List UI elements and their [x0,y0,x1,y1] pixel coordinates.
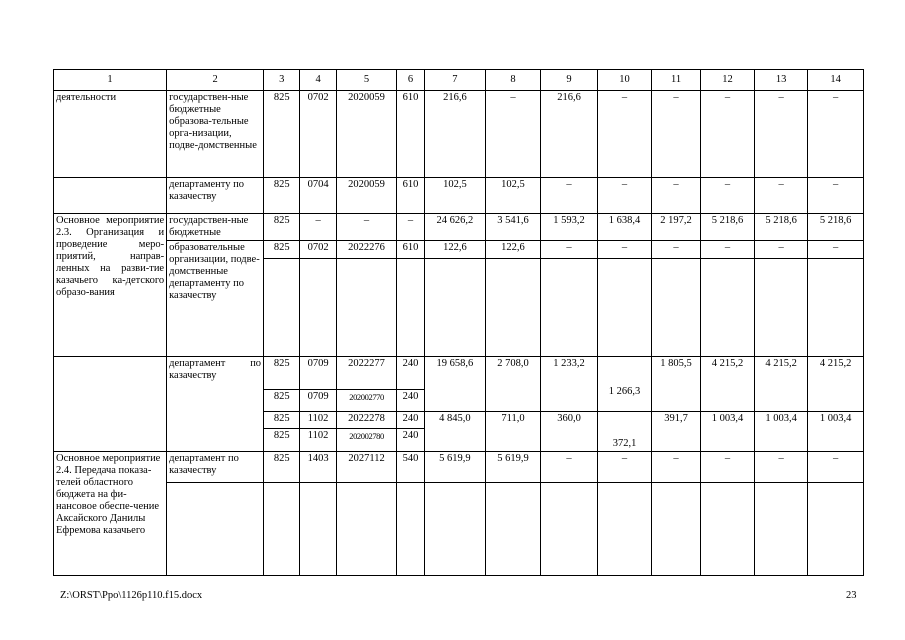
empty-cell [486,482,541,575]
value-cell: – [701,178,755,213]
value-cell: – [598,178,652,213]
section-code: 0709 [300,389,336,411]
empty-cell [167,482,264,575]
value-cell-merged [598,411,652,451]
value-cell: – [540,452,598,482]
table-row [54,452,864,482]
executor-cell: департамент по казачеству [167,357,264,452]
value-cell: – [808,452,864,482]
article-code: 202002770 [336,389,397,411]
empty-cell [808,482,864,575]
value-cell: – [701,452,755,482]
value-cell: 4 845,0 [424,411,486,451]
empty-cell [754,482,808,575]
value-cell: – [701,241,755,259]
table-row [54,213,864,240]
value-cell: – [808,241,864,259]
empty-cell [300,259,336,357]
expense-type-code: 610 [397,178,424,213]
header-cell: 14 [808,70,864,91]
grbs-code: 825 [264,452,300,482]
value-cell: 102,5 [486,178,541,213]
value-cell: – [754,452,808,482]
grbs-code: 825 [264,91,300,178]
empty-cell [424,482,486,575]
expense-type-code: 240 [397,389,424,411]
expense-type-code: 540 [397,452,424,482]
value-cell: 1 233,2 [540,357,598,412]
activity-cell [54,357,167,452]
header-cell: 12 [701,70,755,91]
empty-cell [486,259,541,357]
value-cell: 711,0 [486,411,541,451]
section-code: 1403 [300,452,336,482]
value-cell: 372,1 [612,437,637,449]
header-cell: 4 [300,70,336,91]
empty-cell [264,259,300,357]
section-code: 0702 [300,91,336,178]
empty-cell [598,482,652,575]
empty-cell [397,259,424,357]
article-code: 2022277 [336,357,397,389]
empty-cell [540,482,598,575]
value-cell: 1 266,3 [608,386,641,398]
header-cell: 10 [598,70,652,91]
empty-cell [336,259,397,357]
article-code: 2022278 [336,411,397,428]
budget-table [53,69,864,576]
empty-cell [336,482,397,575]
header-cell: 5 [336,70,397,91]
grbs-code: 825 [264,213,300,240]
article-code: – [336,213,397,240]
section-code: 1102 [300,411,336,428]
value-cell: – [598,452,652,482]
article-code: 2020059 [336,91,397,178]
expense-type-code: 610 [397,91,424,178]
article-code: 202002780 [336,429,397,452]
empty-cell [701,259,755,357]
value-cell: 3 541,6 [486,213,541,240]
value-cell: 1 003,4 [754,411,808,451]
header-cell: 1 [54,70,167,91]
expense-type-code: 610 [397,241,424,259]
empty-cell [300,482,336,575]
value-cell: 4 215,2 [701,357,755,412]
value-cell: 2 708,0 [486,357,541,412]
empty-cell [808,259,864,357]
value-cell: – [598,91,652,178]
activity-cell: Основное мероприятие 2.3. Организация и проведение меро-приятий, направ-ленных на разви-тие казачьего ка-детского образо-вания [54,213,167,357]
value-cell: – [701,91,755,178]
value-cell: – [808,178,864,213]
executor-cell: департаменту по казачеству [167,178,264,213]
footer-file-path: Z:\ORST\Ppo\1126p110.f15.docx [60,590,203,601]
grbs-code: 825 [264,357,300,389]
value-cell: – [651,91,700,178]
expense-type-code: 240 [397,429,424,452]
activity-cell: деятельности [54,91,167,178]
section-code: 1102 [300,429,336,452]
value-cell: 1 003,4 [808,411,864,451]
empty-cell [540,259,598,357]
expense-type-code: – [397,213,424,240]
header-cell: 11 [651,70,700,91]
header-cell: 9 [540,70,598,91]
executor-cell: государствен-ные бюджетные [167,213,264,240]
table-row [54,357,864,389]
value-cell: 5 218,6 [701,213,755,240]
expense-type-code: 240 [397,357,424,389]
value-cell: – [754,91,808,178]
value-cell: 2 197,2 [651,213,700,240]
value-cell: 4 215,2 [808,357,864,412]
header-cell: 8 [486,70,541,91]
executor-cell: образовательные организации, подве-домственные департаменту по казачеству [167,241,264,357]
empty-cell [701,482,755,575]
value-cell: 19 658,6 [424,357,486,412]
value-cell: – [651,178,700,213]
header-cell: 6 [397,70,424,91]
header-cell: 3 [264,70,300,91]
article-code: 2027112 [336,452,397,482]
value-cell: 24 626,2 [424,213,486,240]
value-cell: – [754,178,808,213]
value-cell: 1 593,2 [540,213,598,240]
value-cell: – [598,241,652,259]
table-row [54,91,864,178]
value-cell: 1 805,5 [651,357,700,412]
empty-cell [264,482,300,575]
value-cell: 1 638,4 [598,213,652,240]
executor-cell: департамент по казачеству [167,452,264,482]
empty-cell [397,482,424,575]
article-code: 2022276 [336,241,397,259]
grbs-code: 825 [264,429,300,452]
value-cell: 360,0 [540,411,598,451]
header-cell: 2 [167,70,264,91]
article-code: 2020059 [336,178,397,213]
grbs-code: 825 [264,178,300,213]
value-cell-merged [598,357,652,412]
table-row [54,482,864,575]
value-cell: – [486,91,541,178]
section-code: 0709 [300,357,336,389]
section-code: 0704 [300,178,336,213]
value-cell: 1 003,4 [701,411,755,451]
executor-cell: государствен-ные бюджетные образова-тельные орга-низации, подве-домственные [167,91,264,178]
grbs-code: 825 [264,241,300,259]
table-row [54,178,864,213]
page-number: 23 [846,590,857,601]
empty-cell [598,259,652,357]
empty-cell [424,259,486,357]
empty-cell [754,259,808,357]
value-cell: 391,7 [651,411,700,451]
value-cell: – [651,241,700,259]
value-cell: – [540,178,598,213]
table-row [54,241,864,259]
value-cell: 122,6 [424,241,486,259]
value-cell: – [808,91,864,178]
header-cell: 13 [754,70,808,91]
header-cell: 7 [424,70,486,91]
value-cell: 4 215,2 [754,357,808,412]
value-cell: 216,6 [424,91,486,178]
table-header-row [54,70,864,91]
expense-type-code: 240 [397,411,424,428]
empty-cell [651,259,700,357]
activity-cell [54,178,167,213]
activity-cell: Основное мероприятие 2.4. Передача показа-телей областного бюджета на фи-нансовое обеспе-чение Аксайского Данилы Ефремова казачьего [54,452,167,576]
value-cell: – [651,452,700,482]
value-cell: 5 218,6 [808,213,864,240]
value-cell: – [540,241,598,259]
value-cell: 122,6 [486,241,541,259]
empty-cell [651,482,700,575]
section-code: – [300,213,336,240]
grbs-code: 825 [264,389,300,411]
value-cell: 5 619,9 [424,452,486,482]
value-cell: 102,5 [424,178,486,213]
value-cell: 5 619,9 [486,452,541,482]
value-cell: 216,6 [540,91,598,178]
grbs-code: 825 [264,411,300,428]
value-cell: – [754,241,808,259]
section-code: 0702 [300,241,336,259]
value-cell: 5 218,6 [754,213,808,240]
